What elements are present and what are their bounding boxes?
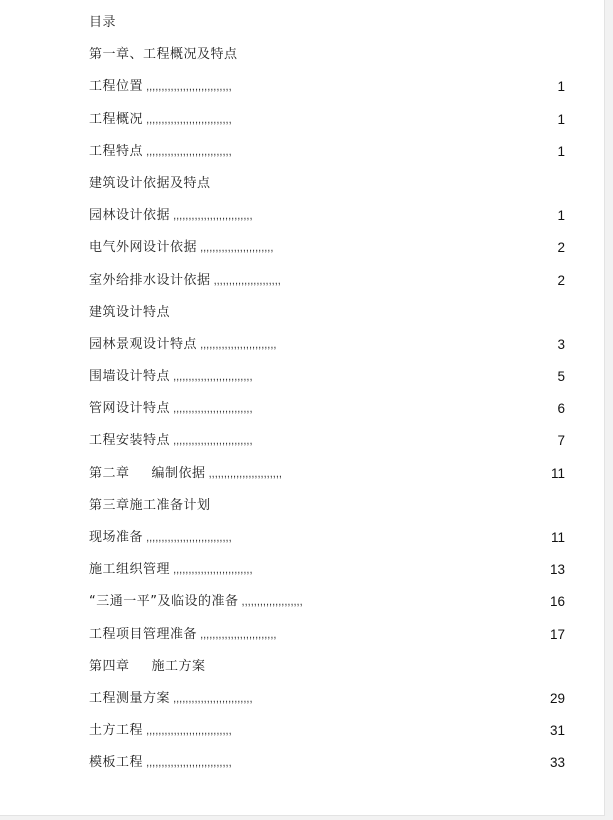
toc-entry (89, 624, 569, 656)
toc-entry-label: “三通一平”及临设的准备 (89, 594, 239, 610)
toc-entry-page-number: 2 (557, 240, 565, 256)
toc-entry-page-number: 2 (557, 272, 565, 288)
toc-entry-label: 建筑设计依据及特点 (89, 175, 211, 191)
toc-entry-page-number: 17 (549, 626, 565, 642)
toc-entry (89, 302, 569, 334)
toc-entry-page-number: 16 (549, 594, 565, 610)
toc-entry-leader: ,,,,,,,,,,,,,,,,,,,,,,,,,,,, (143, 532, 232, 544)
toc-entry-label: 电气外网设计依据 (89, 240, 198, 256)
toc-entry-page-number: 7 (557, 433, 565, 449)
toc-entry-leader: ,,,,,,,,,,,,,,,,,,,,,,,,,,,, (143, 113, 232, 126)
toc-entry-label: 围墙设计特点 (89, 369, 171, 385)
toc-entry-label: 工程项目管理准备 (89, 626, 198, 642)
toc-entry-label: 工程位置 (89, 79, 144, 95)
toc-title-text: 目录 (89, 15, 117, 30)
toc-entry-label: 第一章、工程概况及特点 (89, 47, 238, 63)
toc-entry-leader: ,,,,,,,,,,,,,,,,,,,,,,,,,, (170, 692, 253, 705)
toc-entry-label: 建筑设计特点 (89, 304, 171, 320)
toc-entry-leader: ,,,,,,,,,,,,,,,,,,,,,,,, (197, 242, 274, 255)
toc-entry (89, 656, 569, 688)
toc-entry-page-number: 1 (557, 208, 565, 224)
toc-entry (89, 527, 569, 559)
toc-entry-label: 室外给排水设计依据 (89, 272, 211, 288)
toc-entry-leader: ,,,,,,,,,,,,,,,,,,,,,,,,,, (170, 564, 253, 577)
toc-entry-label: 施工组织管理 (89, 562, 171, 578)
toc-entry-page-number: 11 (550, 530, 565, 545)
toc-entry-label: 模板工程 (89, 755, 144, 771)
toc-entry-page-number: 3 (557, 336, 565, 352)
toc-entry (89, 430, 569, 462)
toc-entry-page-number: 13 (549, 562, 565, 578)
toc-entry (89, 495, 569, 527)
toc-entry-label: 工程测量方案 (89, 690, 171, 706)
toc-entry-page-number: 1 (557, 111, 565, 127)
toc-entry-label: 工程特点 (89, 143, 144, 159)
toc-entry-label: 园林设计依据 (89, 208, 171, 224)
toc-entry-page-number: 33 (549, 755, 565, 771)
toc-entry-leader: ,,,,,,,,,,,,,,,,,,,,,,,,,,,, (143, 145, 232, 158)
toc-entry-leader: ,,,,,,,,,,,,,,,,,,,,,,,,,, (170, 371, 253, 384)
table-of-contents (89, 12, 569, 785)
toc-entry (89, 44, 569, 76)
toc-entry (89, 76, 569, 108)
toc-entry (89, 109, 569, 141)
toc-entry (89, 173, 569, 205)
toc-entry-label: 工程安装特点 (89, 433, 171, 449)
toc-entry-leader: ,,,,,,,,,,,,,,,,,,,,,,,,,,,, (143, 725, 232, 738)
toc-entry-leader: ,,,,,,,,,,,,,,,,,,,, (238, 596, 303, 609)
toc-entry-label: 园林景观设计特点 (89, 336, 198, 352)
toc-entry (89, 141, 569, 173)
toc-entry-leader: ,,,,,,,,,,,,,,,,,,,,,,,,, (197, 338, 277, 351)
toc-entry-label: 管网设计特点 (89, 401, 171, 417)
toc-entry-leader: ,,,,,,,,,,,,,,,,,,,,,,,, (205, 467, 282, 480)
toc-entry (89, 463, 569, 495)
toc-entry-leader: ,,,,,,,,,,,,,,,,,,,,,,,,,, (170, 403, 253, 416)
toc-entry-leader: ,,,,,,,,,,,,,,,,,,,,,, (210, 274, 281, 287)
toc-entry-page-number: 6 (557, 401, 565, 417)
toc-entry-leader: ,,,,,,,,,,,,,,,,,,,,,,,,,,,, (143, 81, 232, 94)
toc-entry-page-number: 31 (549, 723, 565, 739)
toc-entry-page-number: 11 (550, 465, 565, 481)
toc-entry-label: 第四章 (89, 658, 130, 674)
toc-entry-label: 第三章施工准备计划 (89, 497, 211, 513)
toc-entry (89, 559, 569, 591)
toc-entry (89, 334, 569, 366)
toc-entry (89, 688, 569, 720)
toc-entry (89, 398, 569, 430)
toc-title (89, 12, 569, 44)
toc-entry (89, 752, 569, 784)
toc-entry (89, 591, 569, 623)
toc-entry-label: 工程概况 (89, 111, 144, 127)
toc-entry-page-number: 1 (557, 143, 565, 159)
toc-entry-label: 第二章 (89, 465, 130, 481)
toc-entry-leader: ,,,,,,,,,,,,,,,,,,,,,,,,,, (170, 435, 253, 448)
toc-entry (89, 237, 569, 269)
toc-entry-label-part2: 编制依据 (151, 465, 206, 481)
toc-entry (89, 270, 569, 302)
toc-entry (89, 205, 569, 237)
toc-entry (89, 366, 569, 398)
toc-entry-page-number: 29 (549, 690, 565, 706)
toc-entry-label-part2: 施工方案 (151, 658, 206, 674)
toc-entry-leader: ,,,,,,,,,,,,,,,,,,,,,,,,, (197, 628, 277, 641)
toc-entry-label: 现场准备 (89, 530, 144, 545)
toc-entry-page-number: 5 (557, 369, 565, 385)
toc-entry-leader: ,,,,,,,,,,,,,,,,,,,,,,,,,, (170, 210, 253, 223)
toc-entry (89, 720, 569, 752)
toc-entry-page-number: 1 (557, 79, 565, 95)
toc-entry-label: 土方工程 (89, 723, 144, 739)
toc-entry-leader: ,,,,,,,,,,,,,,,,,,,,,,,,,,,, (143, 757, 232, 770)
